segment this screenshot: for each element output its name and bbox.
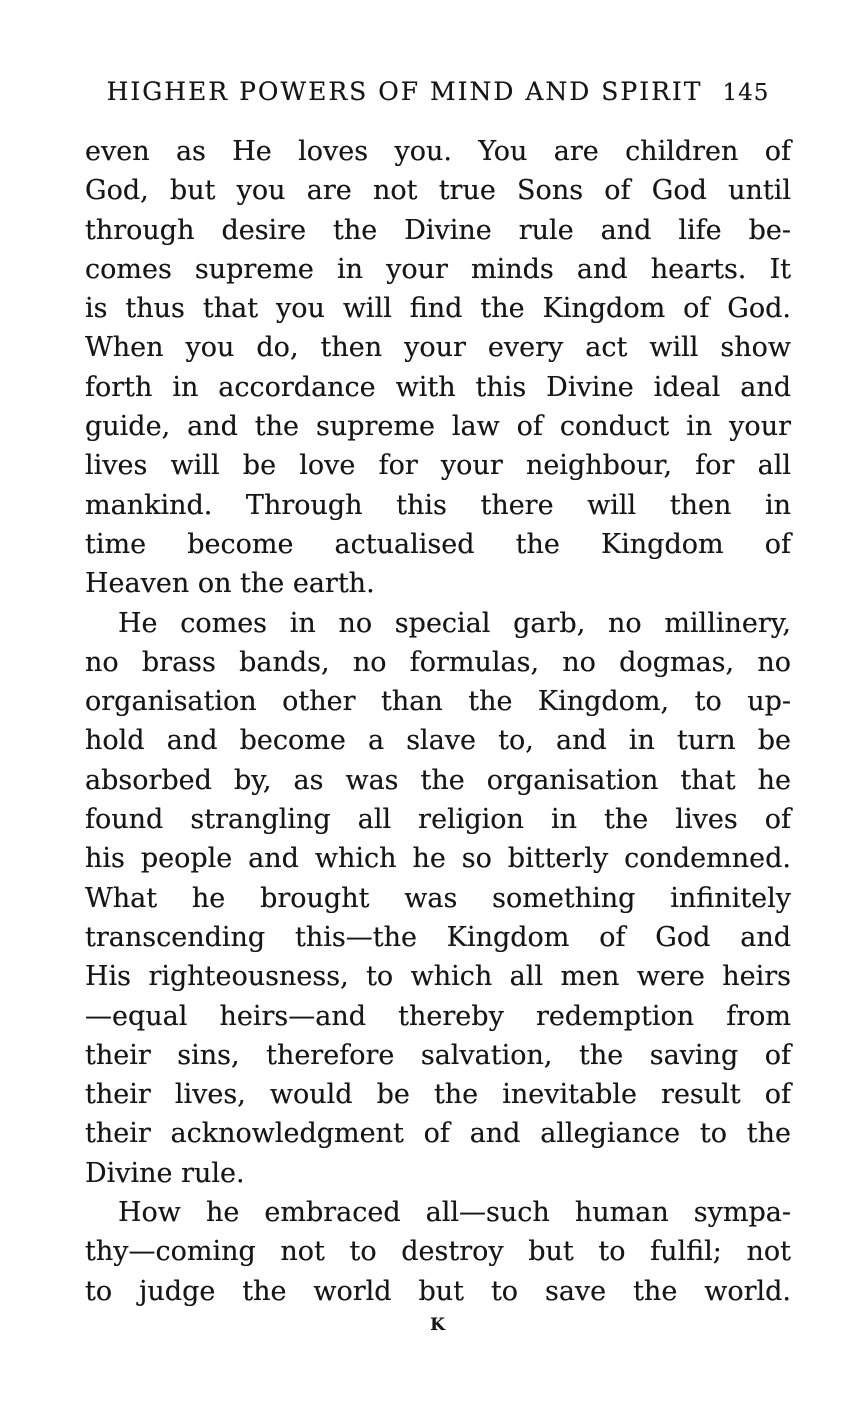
text-line: their acknowledgment of and allegiance to the — [85, 1118, 791, 1150]
text-line: found strangling all religion in the lives of — [85, 804, 791, 836]
running-header — [85, 78, 791, 107]
text-line: even as He loves you. You are children of — [85, 136, 791, 167]
text-line: comes supreme in your minds and hearts. It — [85, 253, 791, 285]
text-line: their sins, therefore salvation, the saving of — [85, 1039, 791, 1071]
text-line: is thus that you will find the Kingdom of God. — [85, 293, 791, 325]
text-line: God, but you are not true Sons of God until — [85, 175, 791, 207]
text-line: transcending this—the Kingdom of God and — [85, 921, 791, 953]
signature-mark: K — [430, 1314, 446, 1335]
text-column — [85, 78, 791, 1335]
text-line: no brass bands, no formulas, no dogmas, no — [85, 646, 791, 678]
text-line: Divine rule. — [85, 1157, 245, 1189]
page-number: 145 — [722, 80, 770, 106]
text-line: guide, and the supreme law of conduct in your — [85, 411, 791, 443]
text-line: —equal heirs—and thereby redemption from — [85, 1000, 791, 1032]
text-line: Heaven on the earth. — [85, 568, 375, 600]
text-line: through desire the Divine rule and life be- — [85, 214, 791, 246]
text-line: thy—coming not to destroy but to fulfil; not — [85, 1236, 791, 1268]
text-line: to judge the world but to save the world. — [85, 1275, 791, 1307]
text-line: organisation other than the Kingdom, to up- — [85, 686, 791, 718]
paragraph — [85, 604, 791, 1193]
text-line: His righteousness, to which all men were heirs — [85, 961, 791, 993]
text-line: their lives, would be the inevitable result of — [85, 1079, 791, 1111]
text-line: mankind. Through this there will then in — [85, 489, 791, 521]
text-line: absorbed by, as was the organisation that he — [85, 764, 791, 796]
header-title: HIGHER POWERS OF MIND AND SPIRIT — [106, 77, 703, 106]
text-body — [85, 132, 791, 1311]
text-line: lives will be love for your neighbour, for all — [85, 450, 791, 482]
text-line: hold and become a slave to, and in turn be — [85, 725, 791, 757]
paragraph — [85, 132, 791, 604]
text-line: his people and which he so bitterly condemned. — [85, 843, 791, 875]
paragraph — [85, 1193, 791, 1311]
text-line: When you do, then your every act will show — [85, 332, 791, 364]
text-line: How he embraced all—such human sympa- — [118, 1197, 791, 1229]
text-line: time become actualised the Kingdom of — [85, 528, 791, 560]
text-line: forth in accordance with this Divine ideal and — [85, 371, 791, 403]
text-line: He comes in no special garb, no millinery, — [118, 607, 791, 639]
text-line: What he brought was something infinitely — [85, 882, 791, 914]
